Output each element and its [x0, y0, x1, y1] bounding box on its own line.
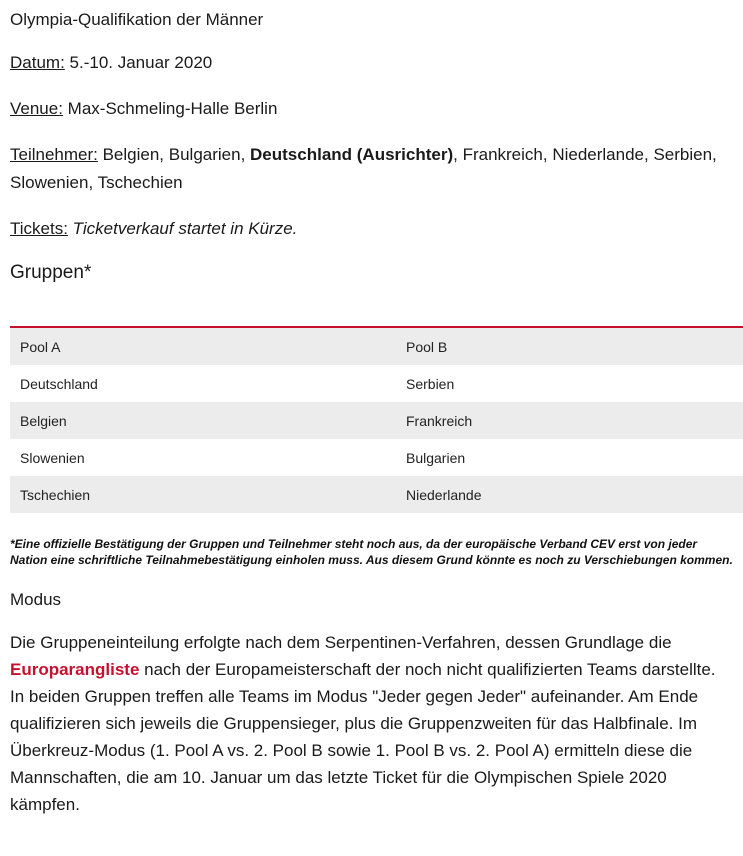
datum-value: 5.-10. Januar 2020 — [64, 53, 213, 72]
table-cell: Deutschland — [20, 375, 98, 392]
table-cell: Niederlande — [396, 476, 743, 513]
table-row — [10, 476, 743, 513]
footnote: *Eine offizielle Bestätigung der Gruppen und Teilnehmer steht noch aus, da der europäische Verband CEV erst von jeder Nation eine schriftliche Teilnahmebestätigung einholen muss. Aus diesem Grund könnte es noch zu Verschiebungen kommen. — [10, 537, 733, 567]
table-cell: Serbien — [406, 375, 455, 392]
datum-line — [10, 49, 733, 77]
table-cell: Slowenien — [20, 449, 85, 466]
groups-heading: Gruppen* — [10, 262, 92, 283]
table-cell: Belgien — [10, 402, 396, 439]
teilnehmer-line — [10, 141, 733, 197]
tickets-line — [10, 215, 733, 243]
europarangliste-link[interactable]: Europarangliste — [10, 660, 140, 679]
tickets-value: Ticketverkauf startet in Kürze. — [72, 219, 298, 238]
pools-table — [10, 326, 743, 513]
header-pool-a: Pool A — [10, 327, 396, 365]
venue-label: Venue: — [10, 99, 63, 118]
tickets-label: Tickets: — [10, 219, 68, 238]
table-cell: Tschechien — [10, 476, 396, 513]
table-row — [10, 439, 743, 476]
modus-paragraph — [10, 629, 733, 818]
teilnehmer-after: , Frankreich, Niederlande, Serbien, Slowenien, Tschechien — [10, 145, 717, 192]
table-row — [10, 365, 743, 402]
table-row — [10, 402, 743, 439]
table-cell: Frankreich — [396, 402, 743, 439]
modus-text-before: Die Gruppeneinteilung erfolgte nach dem Serpentinen-Verfahren, dessen Grundlage die — [10, 633, 672, 652]
modus-heading: Modus — [10, 590, 62, 609]
venue-line — [10, 95, 733, 123]
teilnehmer-label: Teilnehmer: — [10, 145, 98, 164]
header-pool-b: Pool B — [396, 327, 743, 365]
datum-label: Datum: — [10, 53, 65, 72]
venue-value: Max-Schmeling-Halle Berlin — [62, 99, 278, 118]
modus-text-after: nach der Europameisterschaft der noch nicht qualifizierten Teams darstellte. In beiden Gruppen treffen alle Teams im Modus "Jeder gegen Jeder" aufeinander. Am Ende qualifizieren sich jeweils die Gruppensieger, plus die Gruppenzweiten für das Halbfinale. Im Überkreuz-Modus (1. Pool A vs. 2. Pool B sowie 1. Pool B vs. 2. Pool A) ermitteln diese die Mannschaften, die am 10. Januar um das letzte Ticket für die Olympischen Spiele 2020 kämpfen. — [10, 660, 716, 814]
table-header-row — [10, 327, 743, 365]
page-title: Olympia-Qualifikation der Männer — [10, 10, 264, 29]
table-cell: Bulgarien — [406, 449, 466, 466]
teilnehmer-host: Deutschland (Ausrichter) — [250, 145, 454, 164]
teilnehmer-before: Belgien, Bulgarien, — [97, 145, 251, 164]
